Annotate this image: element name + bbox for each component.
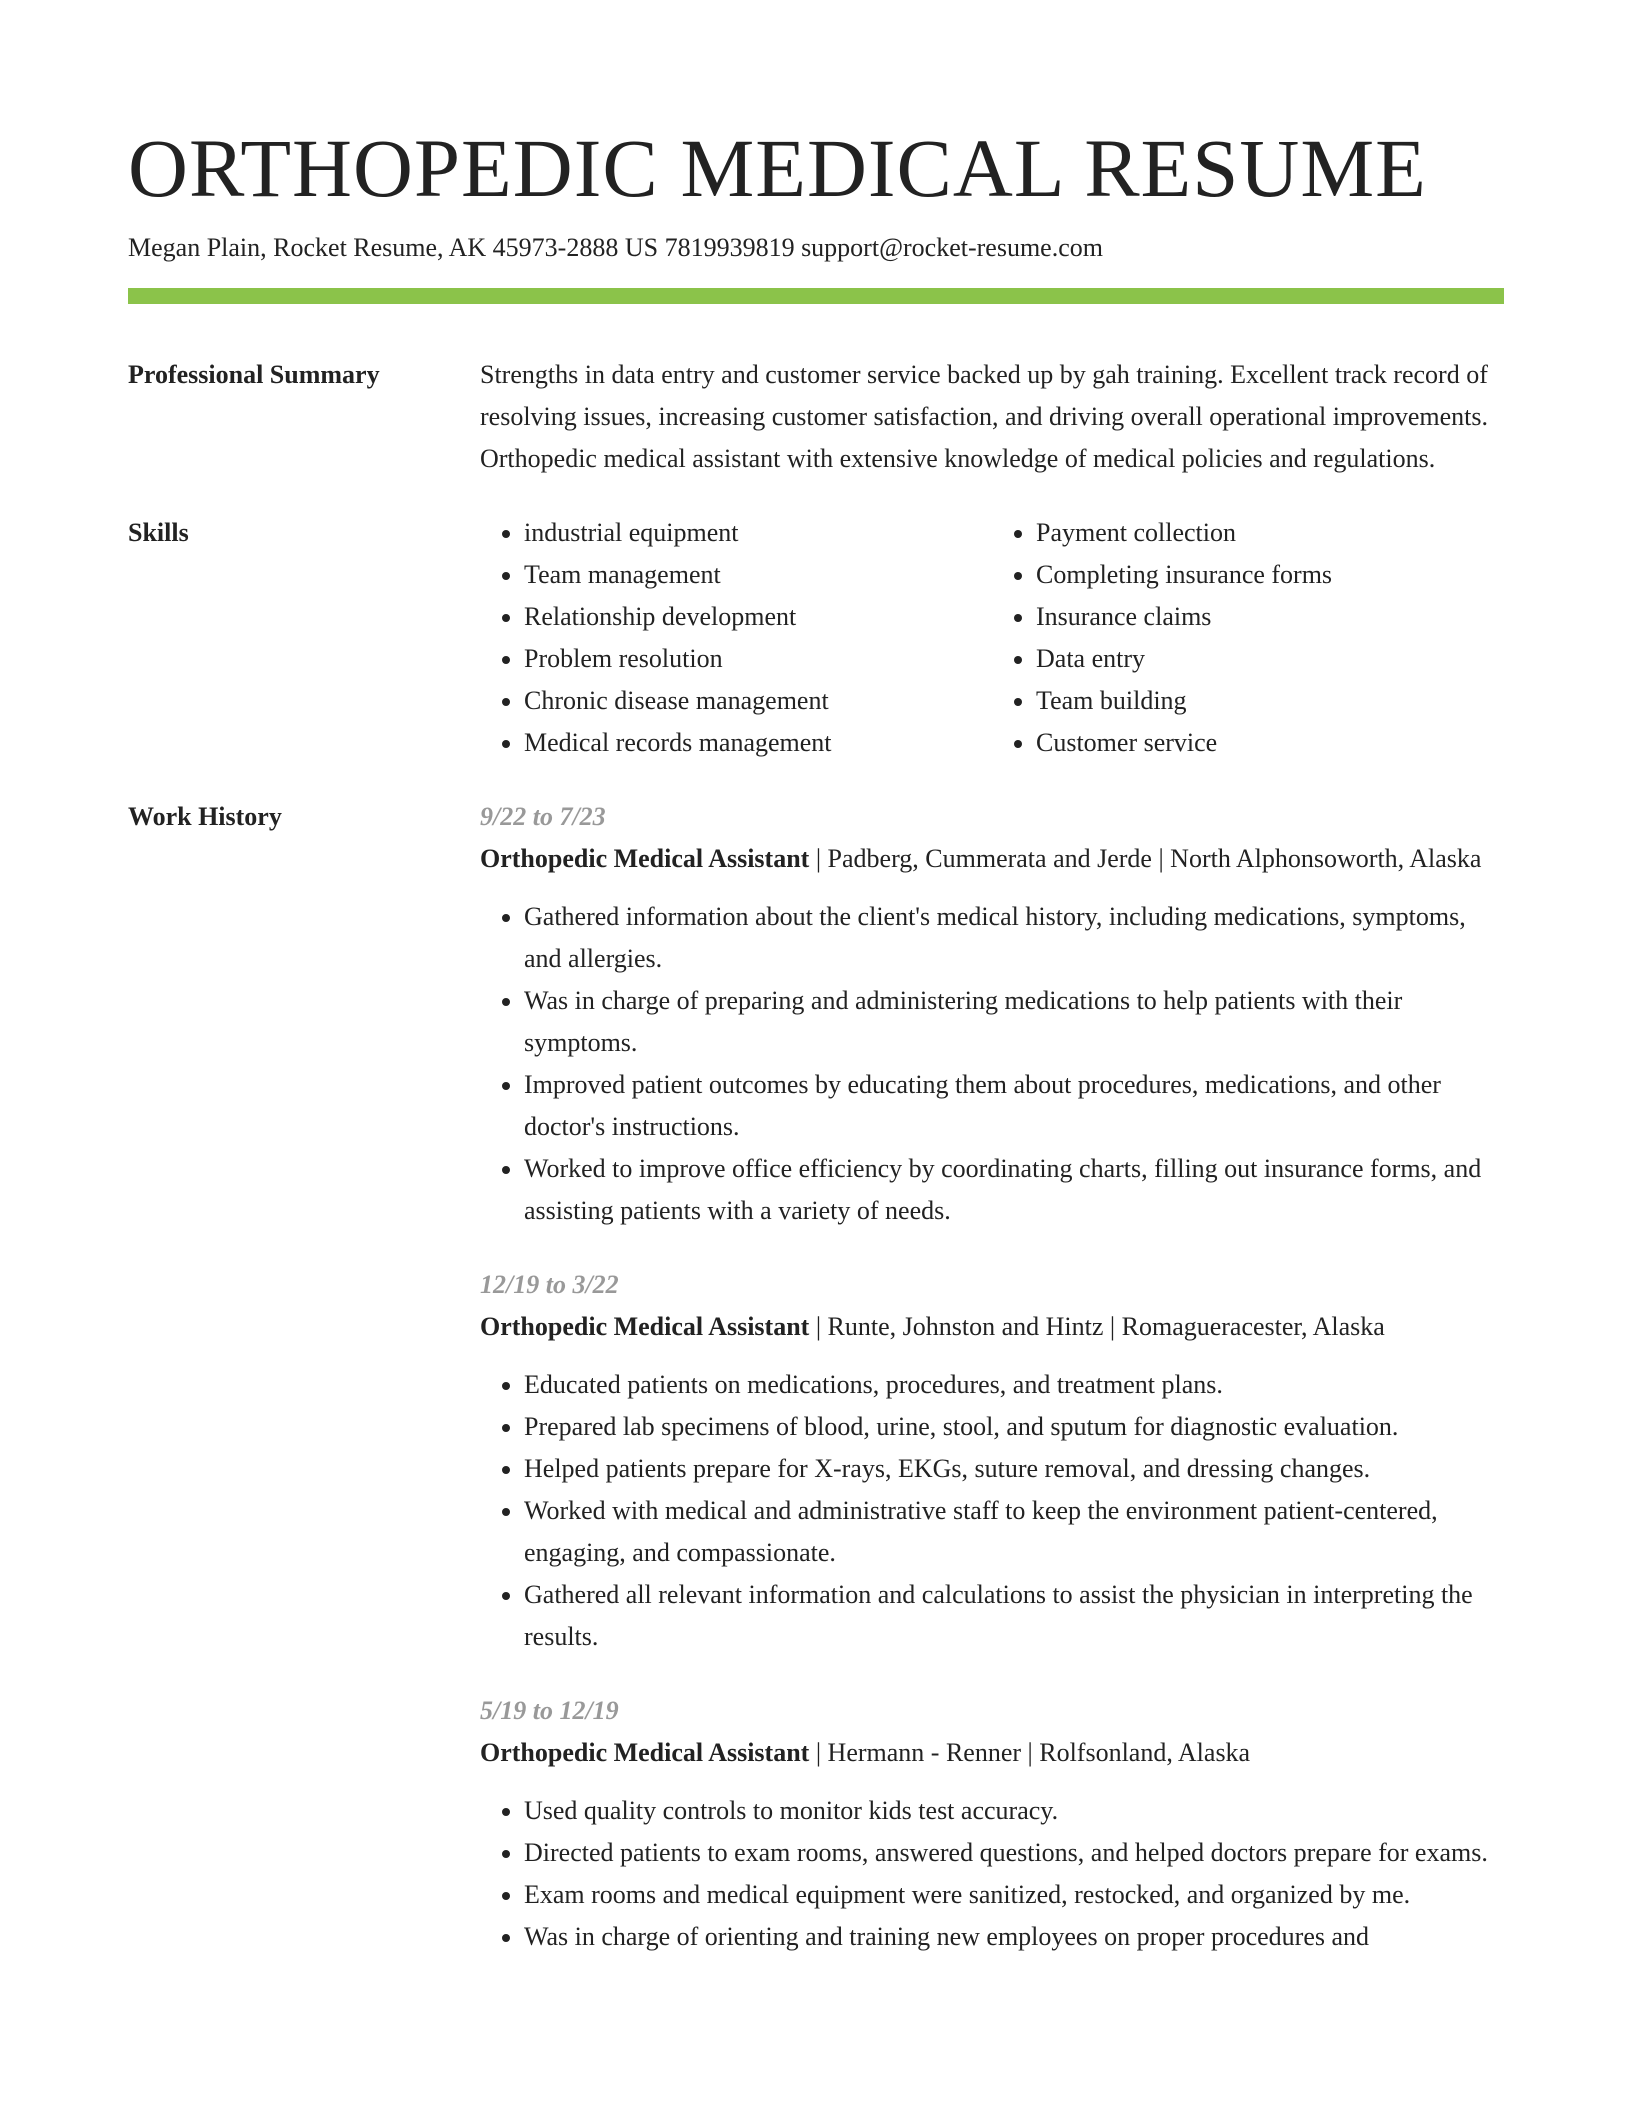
job-details: | Hermann - Renner | Rolfsonland, Alaska <box>809 1738 1251 1767</box>
resume-page <box>128 0 1504 1990</box>
skill-item: • Insurance claims <box>1036 596 1504 638</box>
section-label-skills: Skills <box>128 518 189 547</box>
skill-item: • Customer service <box>1036 722 1504 764</box>
job-role: Orthopedic Medical Assistant <box>480 1738 810 1767</box>
job-heading <box>480 1306 1504 1348</box>
professional-summary-section <box>128 354 1504 480</box>
job-bullet: • Was in charge of preparing and administering medications to help patients with their symptoms. <box>524 980 1504 1064</box>
work-history-section <box>128 796 1504 1990</box>
job-bullet: • Gathered all relevant information and calculations to assist the physician in interpreting the results. <box>524 1574 1504 1658</box>
summary-text: Strengths in data entry and customer service backed up by gah training. Excellent track record of resolving issues, increasing customer satisfaction, and driving overall operational improvements. Orthopedic medical assistant with extensive knowledge of medical policies and regulations. <box>480 360 1488 473</box>
job-role: Orthopedic Medical Assistant <box>480 1312 810 1341</box>
skill-item: • Team building <box>1036 680 1504 722</box>
job-bullet-list <box>480 896 1504 1232</box>
job-heading <box>480 1732 1504 1774</box>
contact-line: Megan Plain, Rocket Resume, AK 45973-2888 US 7819939819 support@rocket-resume.com <box>128 233 1103 262</box>
skill-item: • Team management <box>524 554 992 596</box>
job-entry <box>480 796 1504 1232</box>
job-bullet: • Prepared lab specimens of blood, urine, stool, and sputum for diagnostic evaluation. <box>524 1406 1504 1448</box>
job-bullet: • Directed patients to exam rooms, answered questions, and helped doctors prepare for exams. <box>524 1832 1504 1874</box>
section-label-work-history: Work History <box>128 802 282 831</box>
skill-item: • Relationship development <box>524 596 992 638</box>
job-dates: 9/22 to 7/23 <box>480 802 606 831</box>
job-bullet-list <box>480 1364 1504 1658</box>
job-details: | Padberg, Cummerata and Jerde | North Alphonsoworth, Alaska <box>809 844 1482 873</box>
skills-list-left <box>480 512 992 764</box>
section-label-summary: Professional Summary <box>128 360 380 389</box>
job-bullet: • Gathered information about the client's medical history, including medications, symptoms, and allergies. <box>524 896 1504 980</box>
job-bullet: • Worked with medical and administrative staff to keep the environment patient-centered, engaging, and compassionate. <box>524 1490 1504 1574</box>
skill-item: • Data entry <box>1036 638 1504 680</box>
job-dates: 12/19 to 3/22 <box>480 1270 619 1299</box>
job-details: | Runte, Johnston and Hintz | Romagueracester, Alaska <box>809 1312 1385 1341</box>
job-role: Orthopedic Medical Assistant <box>480 844 810 873</box>
skills-section <box>128 512 1504 764</box>
skill-item: • Completing insurance forms <box>1036 554 1504 596</box>
job-bullet: • Worked to improve office efficiency by coordinating charts, filling out insurance forms, and assisting patients with a variety of needs. <box>524 1148 1504 1232</box>
job-bullet: • Was in charge of orienting and training new employees on proper procedures and <box>524 1916 1504 1958</box>
skill-item: • Medical records management <box>524 722 992 764</box>
header-divider <box>128 288 1504 304</box>
job-bullet: • Used quality controls to monitor kids test accuracy. <box>524 1790 1504 1832</box>
skill-item: • Chronic disease management <box>524 680 992 722</box>
job-bullet-list <box>480 1790 1504 1958</box>
skill-item: • Problem resolution <box>524 638 992 680</box>
skills-list-right <box>992 512 1504 764</box>
job-bullet: • Improved patient outcomes by educating them about procedures, medications, and other doctor's instructions. <box>524 1064 1504 1148</box>
job-entry <box>480 1264 1504 1658</box>
job-dates: 5/19 to 12/19 <box>480 1696 619 1725</box>
job-bullet: • Educated patients on medications, procedures, and treatment plans. <box>524 1364 1504 1406</box>
job-heading <box>480 838 1504 880</box>
resume-title: ORTHOPEDIC MEDICAL RESUME <box>128 122 1427 214</box>
skill-item: • industrial equipment <box>524 512 992 554</box>
job-bullet: • Exam rooms and medical equipment were sanitized, restocked, and organized by me. <box>524 1874 1504 1916</box>
skill-item: • Payment collection <box>1036 512 1504 554</box>
job-bullet: • Helped patients prepare for X-rays, EKGs, suture removal, and dressing changes. <box>524 1448 1504 1490</box>
job-entry <box>480 1690 1504 1958</box>
